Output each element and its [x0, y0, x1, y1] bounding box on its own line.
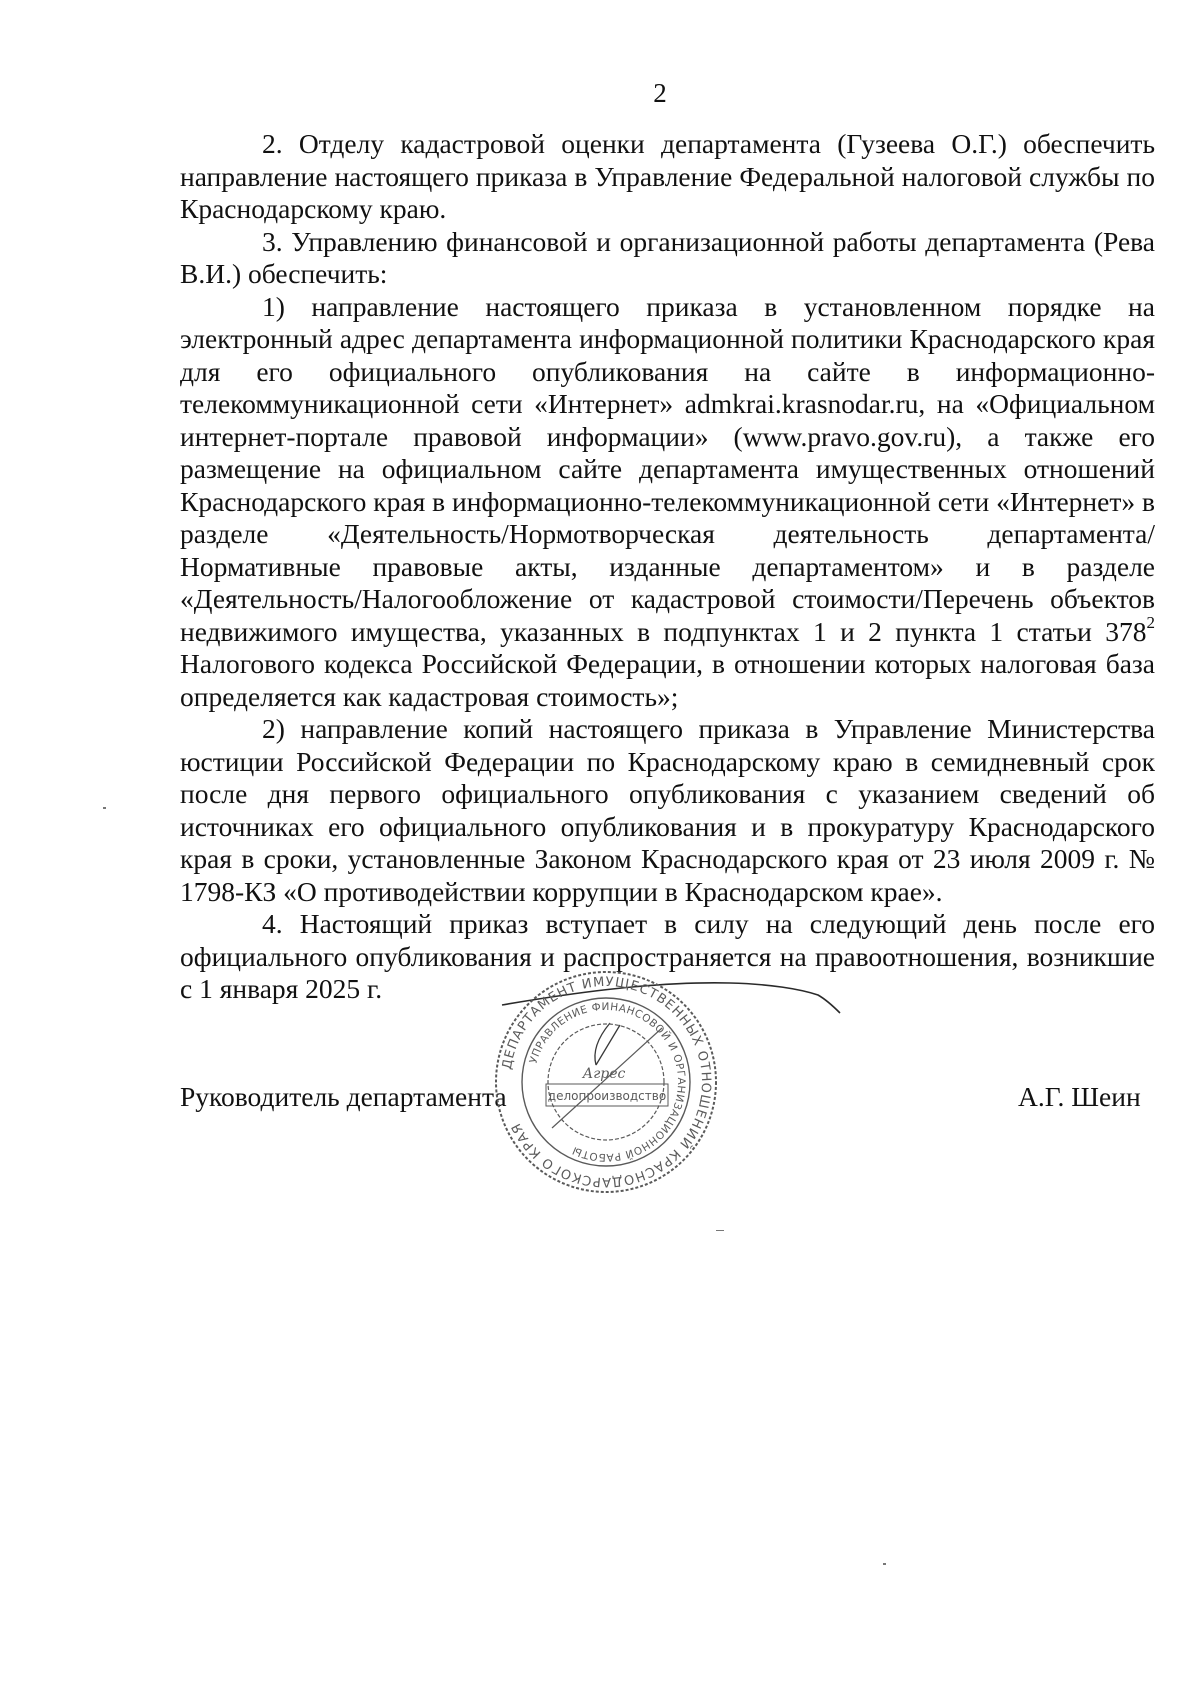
signature-name: А.Г. Шеин — [1018, 1081, 1141, 1112]
superscript-article-index: 2 — [1146, 613, 1155, 633]
paragraph-item-3-1-tail: Налогового кодекса Российской Федерации, в отношении которых налоговая база определяется как кадастровая стоимость»; — [180, 648, 1155, 712]
document-body — [180, 128, 1155, 1006]
svg-text:ДЕПАРТАМЕНТ ИМУЩЕСТВЕННЫХ ОТНО: ДЕПАРТАМЕНТ ИМУЩЕСТВЕННЫХ ОТНОШЕНИЙ КРАСНОДАРСКОГО КРАЯ — [499, 974, 714, 1190]
paragraph-item-3-2: 2) направление копий настоящего приказа в Управление Министерства юстиции Российской Федерации по Краснодарскому краю в семидневный срок после дня первого официального опубликования с указанием сведений об источниках его официального опубликования и в прокуратуру Краснодарского края в сроки, установленные Законом Краснодарского края от 23 июля 2009 г. № 1798-КЗ «О противодействии коррупции в Краснодарском крае». — [180, 713, 1155, 907]
stamp-seal-graphic — [496, 972, 716, 1192]
paragraph-item-3-1-text: 1) направление настоящего приказа в установленном порядке на электронный адрес департамента информационной политики Краснодарского края для его официального опубликования на сайте в информационно-телекоммуникационной сети «Интернет» admkrai.krasnodar.ru, на «Официальном интернет-портале правовой информации» (www.pravo.gov.ru), а также его размещение на официальном сайте департамента имущественных отношений Краснодарского края в информационно-телекоммуникационной сети «Интернет» в разделе «Деятельность/Нормотворческая деятельность департамента/Нормативные правовые акты, изданные департаментом» и в разделе «Деятельность/Налогообложение от кадастровой стоимости/Перечень объектов недвижимого имущества, указанных в подпунктах 1 и 2 пункта 1 статьи 378 — [180, 290, 1155, 647]
paragraph-item-3: 3. Управлению финансовой и организационной работы департамента (Рева В.И.) обеспечить: — [180, 225, 1155, 289]
svg-text:УПРАВЛЕНИЕ ФИНАНСОВОЙ И ОРГАНИ: УПРАВЛЕНИЕ ФИНАНСОВОЙ И ОРГАНИЗАЦИОННОЙ РАБОТЫ — [527, 1000, 688, 1164]
official-stamp — [492, 968, 720, 1196]
svg-text:Агрес: Агрес — [582, 1066, 626, 1082]
signature-title: Руководитель департамента — [180, 1081, 507, 1112]
paragraph-item-2: 2. Отделу кадастровой оценки департамента (Гузеева О.Г.) обеспечить направление настоящего приказа в Управление Федеральной налоговой службы по Краснодарскому краю. — [180, 128, 1155, 224]
scan-speck — [103, 807, 106, 809]
scan-speck — [716, 1230, 724, 1231]
scan-speck — [883, 1563, 886, 1565]
page-number: 2 — [653, 78, 667, 108]
paragraph-item-4: 4. Настоящий приказ вступает в силу на следующий день после его официального опубликования и распространяется на правоотношения, возникшие с 1 января 2025 г. — [180, 908, 1155, 1004]
paragraph-item-3-1 — [180, 291, 1155, 714]
svg-text:делопроизводство: делопроизводство — [547, 1089, 667, 1103]
